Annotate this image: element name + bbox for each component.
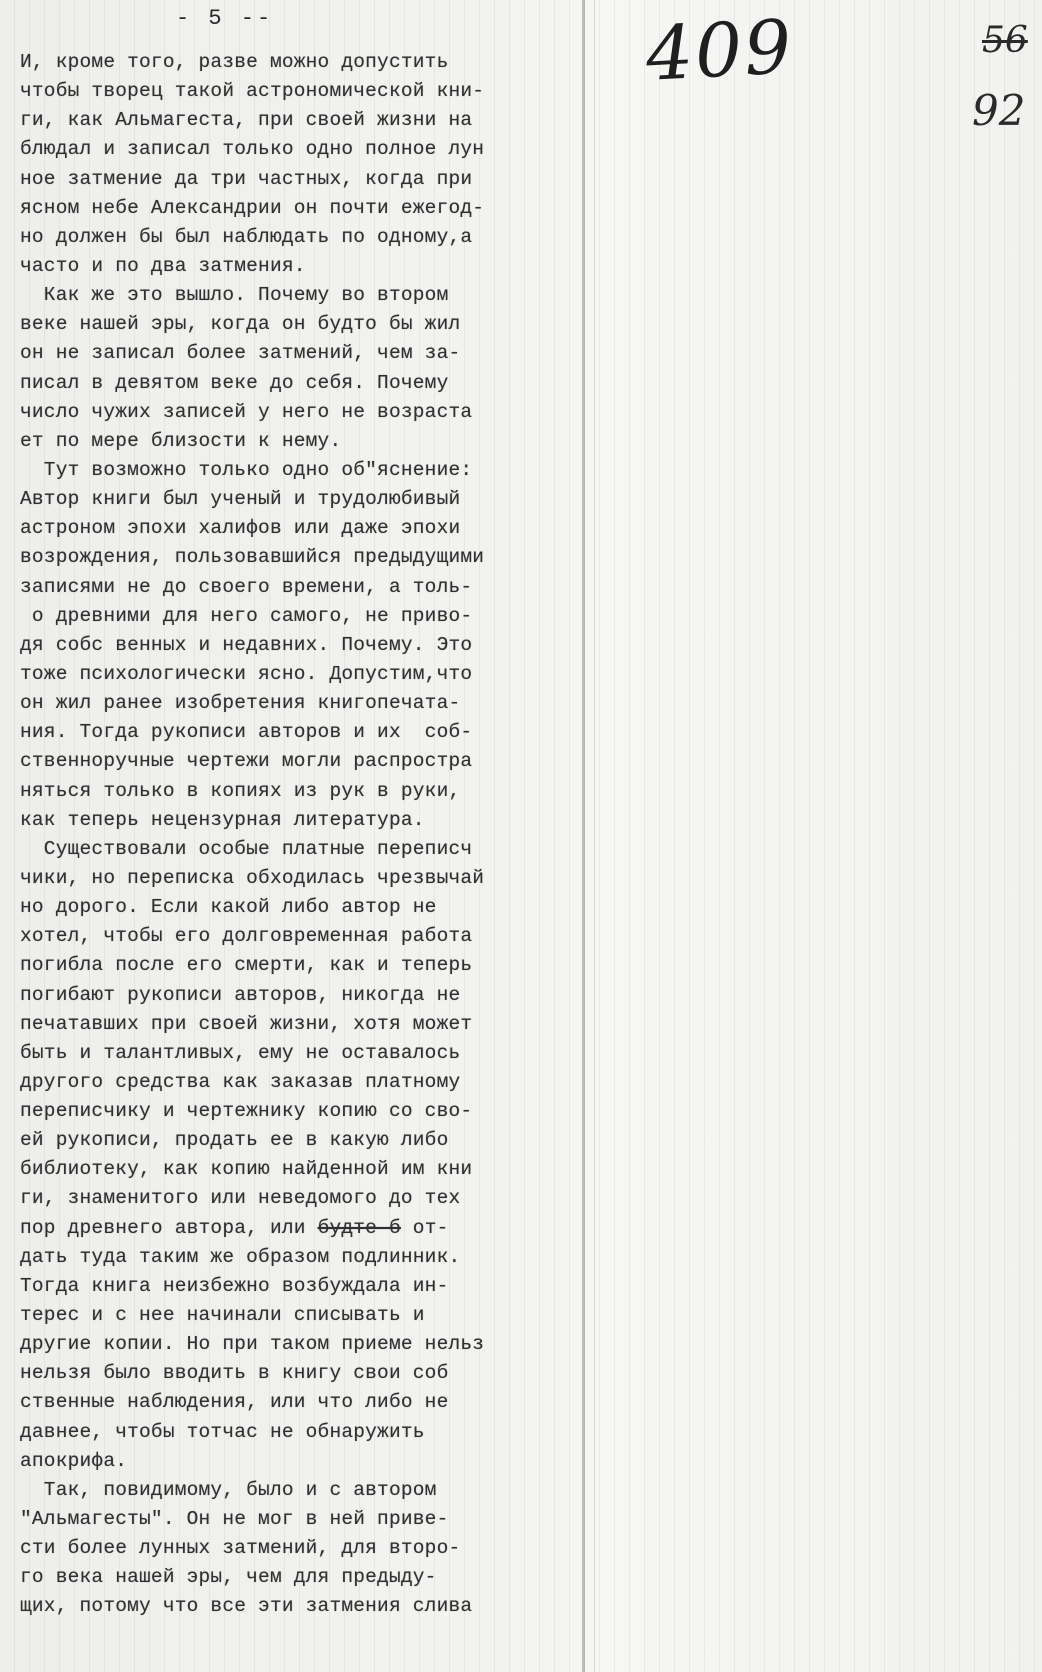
text-line — [20, 281, 560, 310]
text-line — [20, 1418, 560, 1447]
text-line — [20, 543, 560, 572]
text-line — [20, 1301, 560, 1330]
page-number: - 5 -- — [176, 6, 274, 31]
text-line — [20, 1097, 560, 1126]
text-line-content: ственноручные чертежи могли распростра — [20, 750, 473, 773]
text-line — [20, 485, 560, 514]
text-line-content: печатавших при своей жизни, хотя может — [20, 1012, 473, 1035]
text-line-content: он не записал более затмений, чем за- — [20, 342, 461, 365]
text-line — [20, 1155, 560, 1184]
page-fold-shadow — [594, 0, 595, 1672]
text-line-content: И, кроме того, разве можно допустить — [20, 51, 449, 73]
text-line — [20, 951, 560, 980]
text-line-content: переписчику и чертежнику копию со сво- — [20, 1100, 473, 1123]
text-line-content: тоже психологически ясно. Допустим,что — [20, 662, 473, 685]
text-line — [20, 660, 560, 689]
text-line — [20, 835, 560, 864]
text-line — [20, 456, 560, 485]
text-line-content: Существовали особые платные переписч — [20, 837, 473, 860]
text-line-content: блюдал и записал только одно полное лун — [20, 138, 485, 161]
text-line — [20, 48, 560, 77]
text-line-content: ей рукописи, продать ее в какую либо — [20, 1129, 449, 1152]
text-line — [20, 1010, 560, 1039]
text-line-content: возрождения, пользовавшийся предыдущими — [20, 546, 485, 569]
text-line — [20, 135, 560, 164]
text-line — [20, 223, 560, 252]
text-line-content: го века нашей эры, чем для предыду- — [20, 1566, 437, 1589]
text-line — [20, 1330, 560, 1359]
handwritten-archive-number: 409 — [643, 4, 796, 98]
text-line — [20, 1388, 560, 1417]
text-line-content: хотел, чтобы его долговременная работа — [20, 925, 473, 948]
text-line — [20, 602, 560, 631]
text-line — [20, 1476, 560, 1505]
struck-out-text: будте б — [317, 1216, 401, 1239]
text-line — [20, 106, 560, 135]
text-line — [20, 194, 560, 223]
text-line-content: Так, повидимому, было и с автором — [20, 1478, 437, 1501]
text-line — [20, 806, 560, 835]
text-line — [20, 310, 560, 339]
text-line-content: но дорого. Если какой либо автор не — [20, 896, 437, 919]
text-line-content: как теперь нецензурная литература. — [20, 808, 425, 831]
text-line-content: ное затмение да три частных, когда при — [20, 167, 473, 190]
text-line-content: чтобы творец такой астрономической кни- — [20, 80, 485, 103]
text-line-content: погибла после его смерти, как и теперь — [20, 954, 473, 977]
text-line-content: щих, потому что все эти затмения слива — [20, 1595, 473, 1618]
text-line-content: записями не до своего времени, а толь- — [20, 575, 473, 598]
text-line-content: число чужих записей у него не возраста — [20, 400, 473, 423]
text-line — [20, 1243, 560, 1272]
text-line — [20, 1592, 560, 1621]
text-line-content: Автор книги был ученый и трудолюбивый — [20, 488, 461, 511]
text-line — [20, 1505, 560, 1534]
text-line — [20, 1272, 560, 1301]
text-line-content: терес и с нее начинали списывать и — [20, 1304, 425, 1327]
text-line-content: ственные наблюдения, или что либо не — [20, 1391, 449, 1414]
text-line — [20, 864, 560, 893]
text-line-content: Как же это вышло. Почему во втором — [20, 284, 449, 307]
text-line — [20, 573, 560, 602]
text-line-content: быть и талантливых, ему не оставалось — [20, 1041, 461, 1064]
text-line-content: чики, но переписка обходилась чрезвычай — [20, 866, 485, 889]
text-line-content: Тогда книга неизбежно возбуждала ин- — [20, 1274, 449, 1297]
text-line-content: "Альмагесты". Он не мог в ней приве- — [20, 1508, 449, 1531]
text-line-content: апокрифа. — [20, 1449, 128, 1472]
text-line-continuation: от- — [400, 1216, 449, 1239]
text-line-content: астроном эпохи халифов или даже эпохи — [20, 517, 461, 540]
text-line-content: дя собс венных и недавних. Почему. Это — [20, 633, 473, 656]
text-line-content: другого средства как заказав платному — [20, 1070, 461, 1093]
text-line-content: но должен бы был наблюдать по одному,а — [20, 225, 473, 248]
text-line — [20, 1563, 560, 1592]
text-line — [20, 922, 560, 951]
text-line — [20, 427, 560, 456]
text-line-content: писал в девятом веке до себя. Почему — [20, 371, 449, 394]
text-line — [20, 1068, 560, 1097]
text-line — [20, 631, 560, 660]
text-line-content: ги, знаменитого или неведомого до тех — [20, 1187, 461, 1210]
text-line-content: давнее, чтобы тотчас не обнаружить — [20, 1420, 425, 1443]
typewritten-text-body — [20, 48, 560, 1622]
text-line — [20, 1184, 560, 1213]
text-line-content: часто и по два затмения. — [20, 254, 306, 277]
text-line — [20, 369, 560, 398]
handwritten-crossed-out-number: 56 — [982, 20, 1028, 61]
text-line-content: Тут возможно только одно об"яснение: — [20, 458, 473, 481]
text-line-content: дать туда таким же образом подлинник. — [20, 1245, 461, 1268]
text-line — [20, 893, 560, 922]
text-line — [20, 1447, 560, 1476]
text-line-content: о древними для него самого, не приво- — [20, 604, 473, 627]
text-line-content: сти более лунных затмений, для второ- — [20, 1537, 461, 1560]
text-line-content: ясном небе Александрии он почти ежегод- — [20, 196, 485, 219]
text-line-content: погибают рукописи авторов, никогда не — [20, 983, 461, 1006]
text-line — [20, 777, 560, 806]
text-line-content: ги, как Альмагеста, при своей жизни на — [20, 109, 473, 132]
text-line — [20, 339, 560, 368]
text-line — [20, 1039, 560, 1068]
text-line-content: библиотеку, как копию найденной им кни — [20, 1158, 473, 1181]
text-line-content: нельзя было вводить в книгу свои соб — [20, 1362, 449, 1385]
text-line — [20, 689, 560, 718]
text-line — [20, 514, 560, 543]
text-line — [20, 747, 560, 776]
text-line — [20, 398, 560, 427]
text-line-content: веке нашей эры, когда он будто бы жил — [20, 313, 461, 336]
handwritten-folio-number: 92 — [972, 86, 1026, 135]
text-line — [20, 1126, 560, 1155]
text-line — [20, 77, 560, 106]
text-line — [20, 981, 560, 1010]
text-line — [20, 718, 560, 747]
text-line — [20, 252, 560, 281]
text-line — [20, 1359, 560, 1388]
text-line-content: ет по мере близости к нему. — [20, 429, 342, 452]
text-line-content: ния. Тогда рукописи авторов и их соб- — [20, 721, 473, 744]
text-line-content: другие копии. Но при таком приеме нельз — [20, 1333, 485, 1356]
text-line — [20, 1534, 560, 1563]
text-line — [20, 165, 560, 194]
text-line-content: пор древнего автора, или — [20, 1216, 318, 1239]
text-line-content: он жил ранее изобретения книгопечата- — [20, 692, 461, 715]
text-line — [20, 1214, 560, 1243]
text-line-content: няться только в копиях из рук в руки, — [20, 779, 461, 802]
page-fold-line — [582, 0, 585, 1672]
